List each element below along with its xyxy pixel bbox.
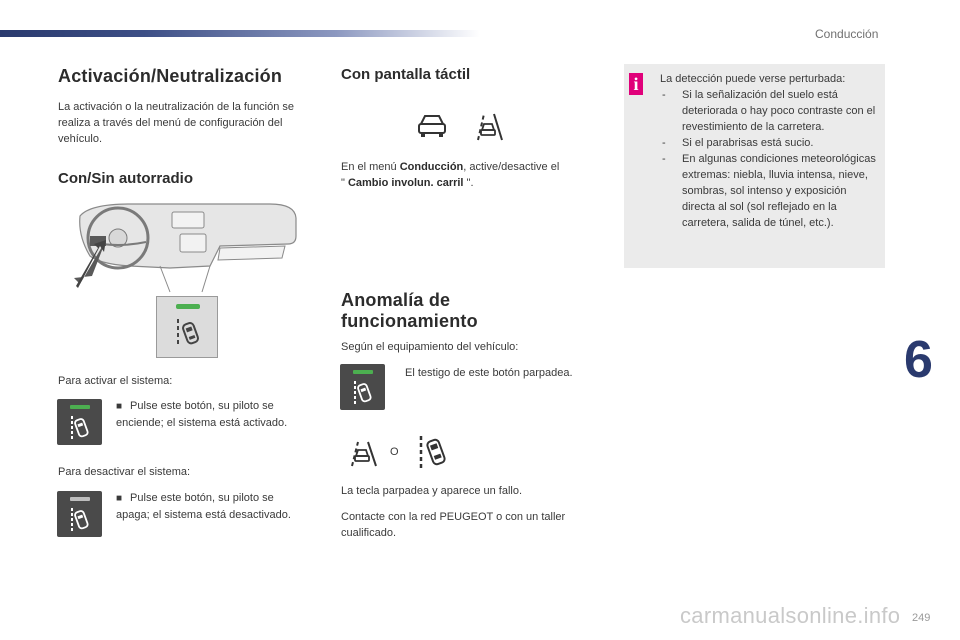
lane-button-blinking xyxy=(340,364,385,410)
header-accent-bar xyxy=(0,30,480,37)
menu-name: Conducción xyxy=(399,161,464,173)
lane-departure-screen-icon xyxy=(474,110,506,142)
lane-departure-car-icon xyxy=(418,434,448,470)
watermark-text: carmanualsonline.info xyxy=(680,603,901,628)
or-text: O xyxy=(390,446,399,458)
deactivate-label: Para desactivar el sistema: xyxy=(58,466,191,478)
fault-title-line1: Anomalía de xyxy=(341,290,451,310)
activation-title: Activación/Neutralización xyxy=(58,66,283,86)
car-front-icon xyxy=(416,112,448,140)
quote-close: ". xyxy=(463,177,474,189)
lane-departure-icon xyxy=(69,415,91,441)
section-name: Conducción xyxy=(815,27,879,41)
activation-intro: La activación o la neutralización de la función se realiza a través del menú de configuración del vehículo. xyxy=(58,101,295,145)
page-number: 249 xyxy=(912,612,931,624)
lane-button-off xyxy=(57,491,102,537)
led-on-indicator xyxy=(70,405,90,409)
activate-bullet-text: Pulse este botón, su piloto se enciende; el sistema está activado. xyxy=(116,400,288,429)
bullet-marker-icon: ■ xyxy=(116,493,123,504)
lane-departure-icon xyxy=(69,507,91,533)
lane-departure-icon xyxy=(352,380,374,406)
led-blink-indicator xyxy=(353,370,373,374)
touchscreen-instructions xyxy=(341,159,601,191)
menu-mid: , active/desactive el xyxy=(463,161,560,173)
menu-prefix: En el menú xyxy=(341,161,400,173)
list-item: - Si la señalización del suelo está deteriorada o hay poco contraste con el revestimiento de la carretera. xyxy=(660,87,882,135)
fault-contact-text: Contacte con la red PEUGEOT o con un taller cualificado. xyxy=(341,511,566,539)
fault-blink-text: El testigo de este botón parpadea. xyxy=(405,367,573,379)
chapter-number: 6 xyxy=(904,331,933,389)
lane-button-on xyxy=(57,399,102,445)
info-content xyxy=(660,71,882,231)
lane-assist-button-large xyxy=(156,296,218,358)
lane-departure-fault-icon xyxy=(348,438,380,468)
info-list xyxy=(660,87,882,231)
activate-bullet xyxy=(116,398,296,431)
activate-label: Para activar el sistema: xyxy=(58,375,173,387)
bullet-marker-icon: ■ xyxy=(116,401,123,412)
list-item: - Si el parabrisas está sucio. xyxy=(660,135,882,151)
info-intro: La detección puede verse perturbada: xyxy=(660,73,846,85)
touchscreen-title: Con pantalla táctil xyxy=(341,66,471,83)
radio-subtitle: Con/Sin autorradio xyxy=(58,170,193,187)
fault-title-line2: funcionamiento xyxy=(341,311,478,331)
fault-key-text: La tecla parpadea y aparece un fallo. xyxy=(341,485,523,497)
fault-intro: Según el equipamiento del vehículo: xyxy=(341,341,519,353)
led-off-indicator xyxy=(70,497,90,501)
deactivate-bullet-text: Pulse este botón, su piloto se apaga; el sistema está desactivado. xyxy=(116,492,291,521)
quote-open: " xyxy=(341,177,348,189)
option-name: Cambio involun. carril xyxy=(347,177,464,189)
led-green-indicator xyxy=(176,304,200,309)
deactivate-bullet xyxy=(116,490,296,523)
fault-title xyxy=(341,290,478,332)
info-icon: i xyxy=(629,73,643,95)
list-item: - En algunas condiciones meteorológicas extremas: niebla, lluvia intensa, nieve, sombras, sol intenso y exposición directa al sol (sol reflejado en la carretera, salida de túnel, etc.). xyxy=(660,151,882,231)
lane-departure-icon xyxy=(175,317,201,349)
dashboard-illustration xyxy=(70,196,302,296)
